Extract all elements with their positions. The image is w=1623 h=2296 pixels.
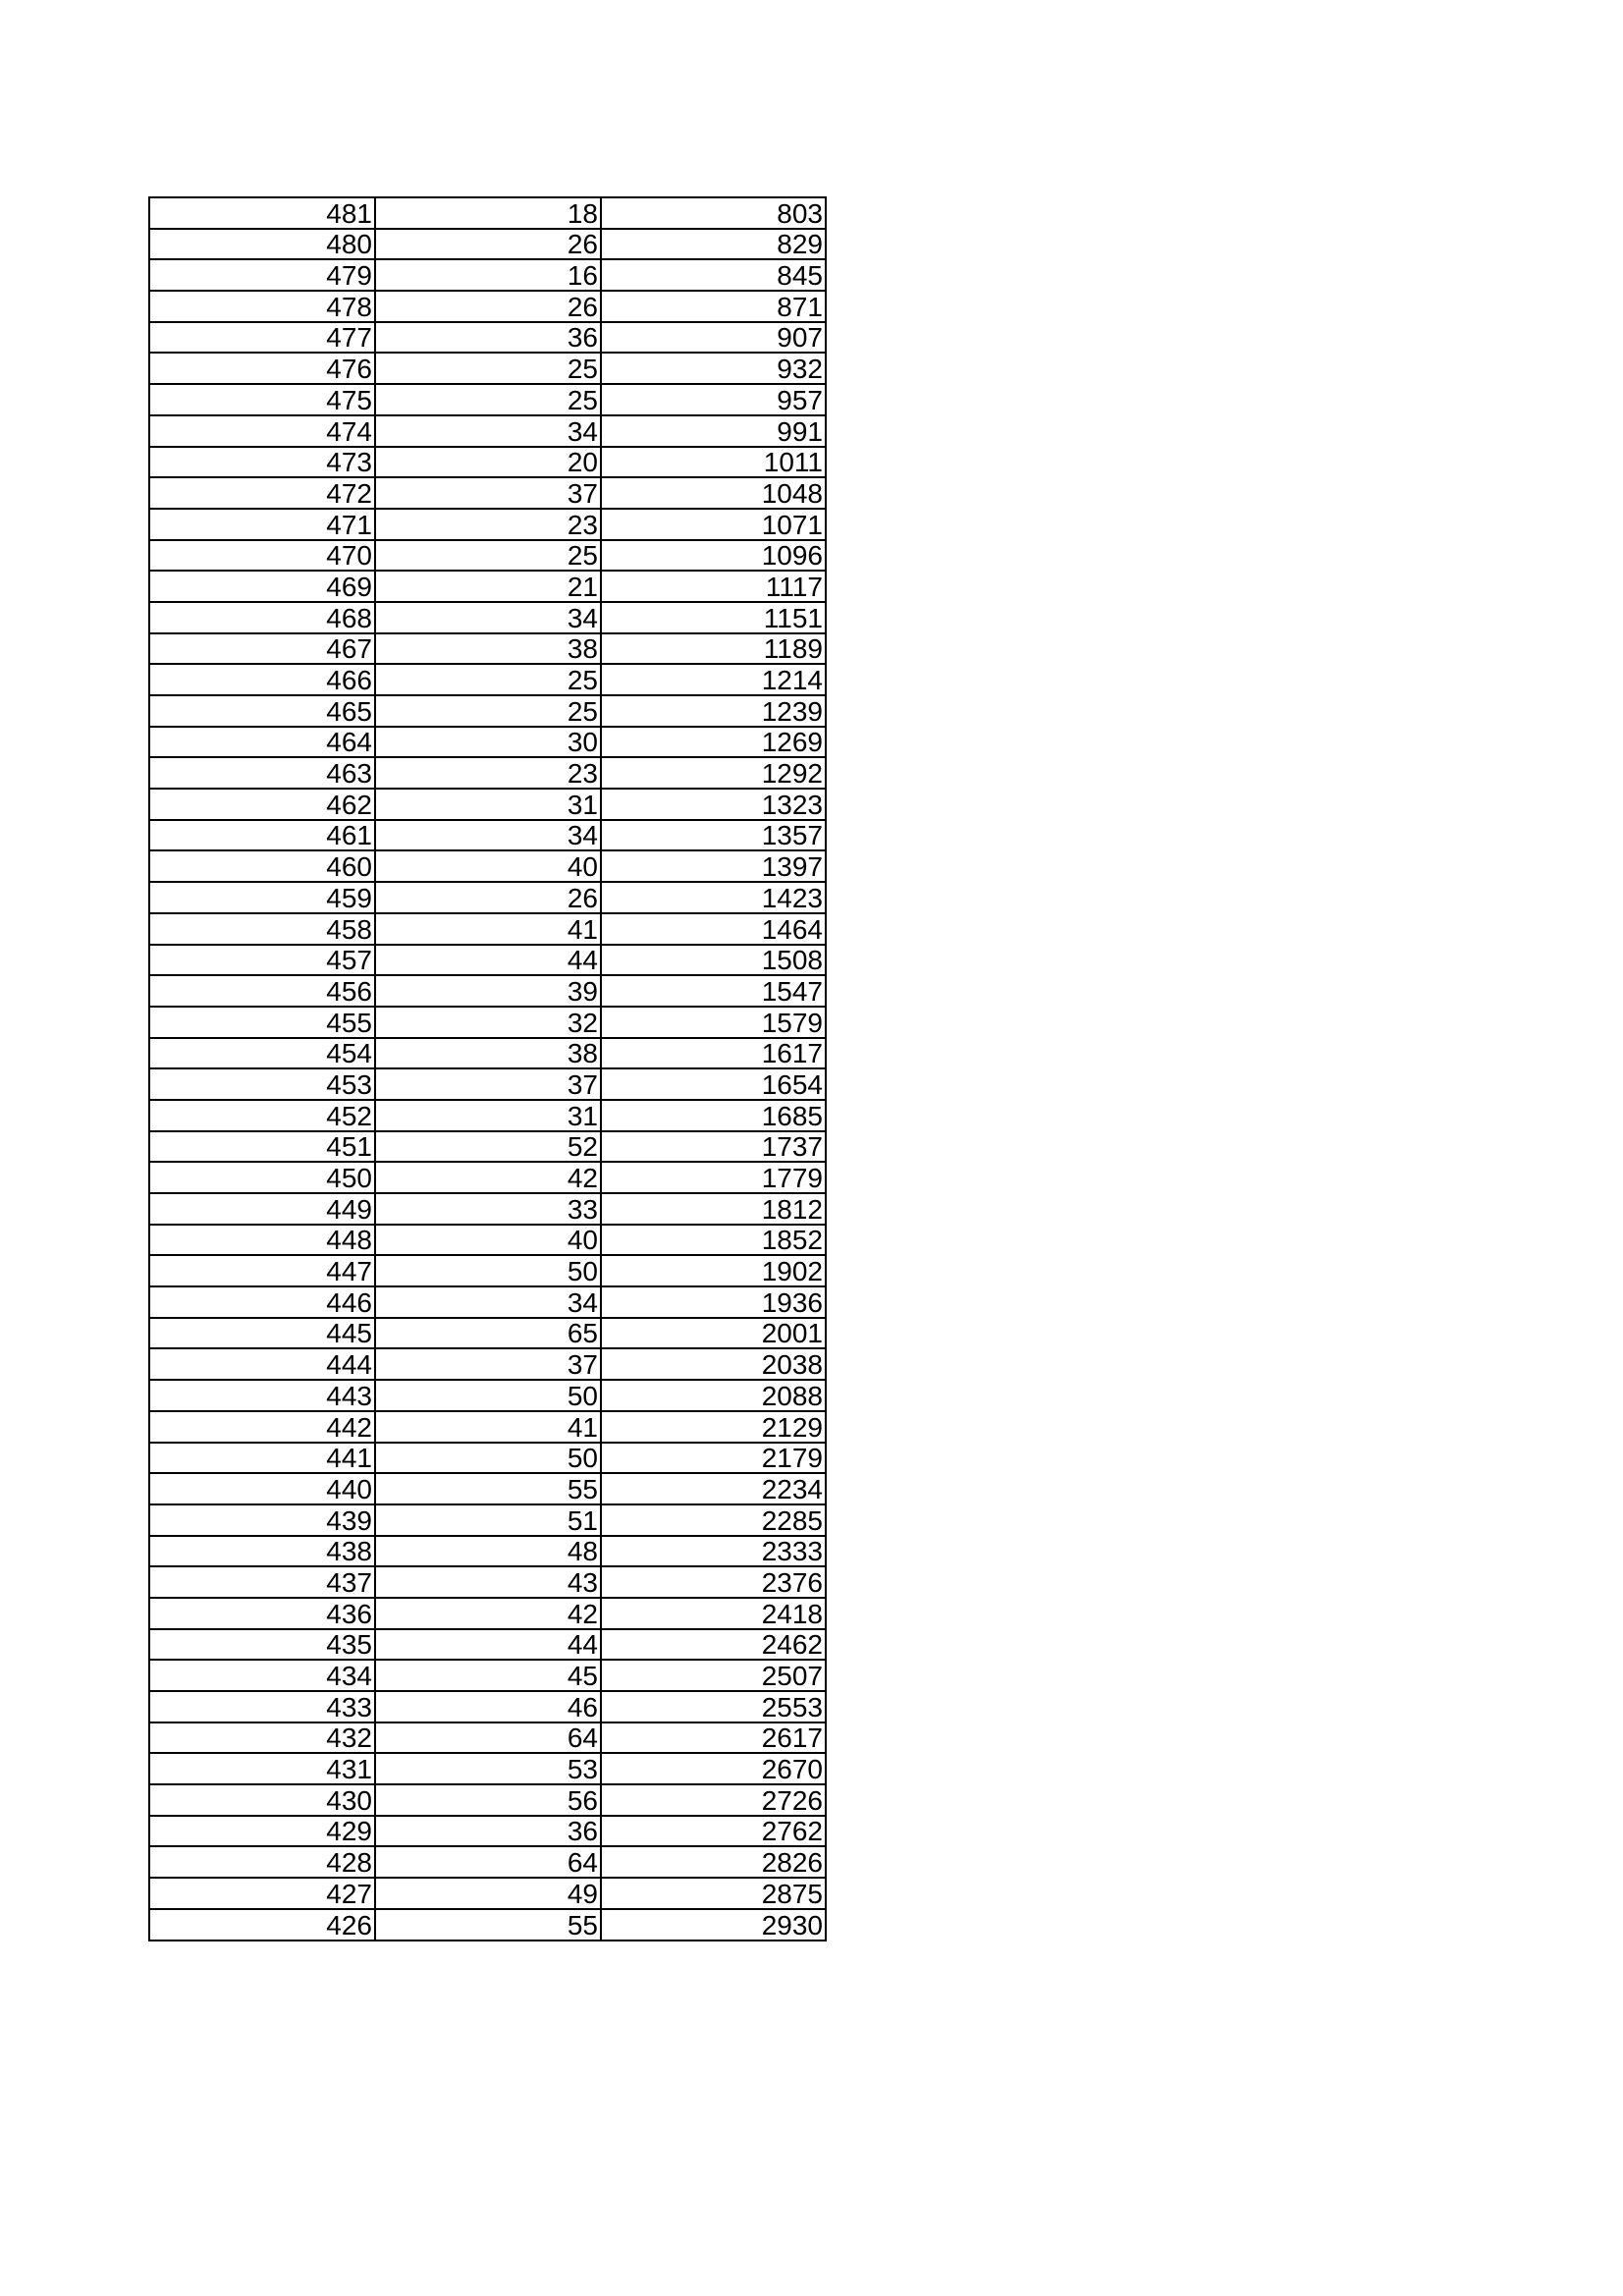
table-cell: 30	[375, 727, 601, 758]
table-row	[149, 1131, 826, 1163]
table-cell: 42	[375, 1598, 601, 1629]
table-cell: 460	[149, 850, 375, 882]
table-cell: 1239	[601, 695, 826, 727]
table-row	[149, 1068, 826, 1100]
table-row	[149, 945, 826, 976]
table-row	[149, 384, 826, 415]
table-cell: 44	[375, 1629, 601, 1661]
table-cell: 49	[375, 1878, 601, 1909]
table-cell: 1685	[601, 1100, 826, 1131]
table-cell: 65	[375, 1318, 601, 1349]
table-cell: 32	[375, 1007, 601, 1038]
table-row	[149, 1722, 826, 1754]
table-row	[149, 197, 826, 229]
table-cell: 447	[149, 1255, 375, 1286]
table-cell: 445	[149, 1318, 375, 1349]
table-cell: 450	[149, 1162, 375, 1193]
table-cell: 461	[149, 820, 375, 851]
table-cell: 433	[149, 1691, 375, 1722]
table-cell: 50	[375, 1380, 601, 1411]
table-cell: 2285	[601, 1504, 826, 1536]
table-cell: 2129	[601, 1411, 826, 1443]
table-cell: 39	[375, 975, 601, 1007]
table-cell: 1737	[601, 1131, 826, 1163]
table-cell: 42	[375, 1162, 601, 1193]
table-cell: 464	[149, 727, 375, 758]
table-cell: 1397	[601, 850, 826, 882]
table-row	[149, 820, 826, 851]
table-cell: 428	[149, 1846, 375, 1878]
table-cell: 2670	[601, 1753, 826, 1784]
table-cell: 50	[375, 1255, 601, 1286]
table-row	[149, 695, 826, 727]
table-cell: 829	[601, 229, 826, 260]
table-row	[149, 1348, 826, 1380]
table-cell: 34	[375, 820, 601, 851]
table-cell: 1011	[601, 447, 826, 478]
table-cell: 34	[375, 602, 601, 633]
table-cell: 458	[149, 913, 375, 945]
table-row	[149, 571, 826, 602]
table-cell: 444	[149, 1348, 375, 1380]
table-cell: 18	[375, 197, 601, 229]
table-cell: 435	[149, 1629, 375, 1661]
table-cell: 427	[149, 1878, 375, 1909]
table-cell: 1936	[601, 1286, 826, 1318]
table-cell: 26	[375, 291, 601, 322]
table-row	[149, 1846, 826, 1878]
table-row	[149, 975, 826, 1007]
table-row	[149, 789, 826, 820]
table-cell: 1117	[601, 571, 826, 602]
table-cell: 36	[375, 322, 601, 354]
table-cell: 1464	[601, 913, 826, 945]
table-cell: 64	[375, 1722, 601, 1754]
table-cell: 432	[149, 1722, 375, 1754]
table-cell: 31	[375, 789, 601, 820]
table-cell: 23	[375, 757, 601, 789]
table-cell: 453	[149, 1068, 375, 1100]
table-cell: 23	[375, 509, 601, 540]
table-row	[149, 540, 826, 572]
table-row	[149, 1566, 826, 1598]
table-row	[149, 291, 826, 322]
table-cell: 429	[149, 1816, 375, 1847]
table-cell: 463	[149, 757, 375, 789]
table-cell: 907	[601, 322, 826, 354]
table-cell: 25	[375, 353, 601, 384]
table-cell: 441	[149, 1443, 375, 1474]
table-cell: 50	[375, 1443, 601, 1474]
table-cell: 473	[149, 447, 375, 478]
table-cell: 452	[149, 1100, 375, 1131]
table-cell: 40	[375, 850, 601, 882]
table-cell: 477	[149, 322, 375, 354]
table-row	[149, 353, 826, 384]
table-cell: 37	[375, 477, 601, 509]
table-row	[149, 1225, 826, 1256]
table-cell: 1579	[601, 1007, 826, 1038]
table-cell: 2462	[601, 1629, 826, 1661]
table-row	[149, 850, 826, 882]
table-row	[149, 1411, 826, 1443]
table-cell: 2376	[601, 1566, 826, 1598]
table-cell: 469	[149, 571, 375, 602]
table-cell: 34	[375, 415, 601, 447]
table-row	[149, 1536, 826, 1567]
table-row	[149, 1193, 826, 1225]
table-cell: 41	[375, 913, 601, 945]
table-cell: 459	[149, 882, 375, 913]
table-row	[149, 447, 826, 478]
table-cell: 55	[375, 1909, 601, 1941]
table-cell: 442	[149, 1411, 375, 1443]
table-cell: 36	[375, 1816, 601, 1847]
table-row	[149, 1162, 826, 1193]
table-cell: 430	[149, 1784, 375, 1816]
table-cell: 957	[601, 384, 826, 415]
table-cell: 448	[149, 1225, 375, 1256]
table-row	[149, 1473, 826, 1504]
table-cell: 25	[375, 664, 601, 695]
table-cell: 871	[601, 291, 826, 322]
table-cell: 56	[375, 1784, 601, 1816]
table-cell: 1508	[601, 945, 826, 976]
table-cell: 2507	[601, 1660, 826, 1691]
table-body	[149, 197, 826, 1941]
table-row	[149, 1629, 826, 1661]
table-cell: 440	[149, 1473, 375, 1504]
table-cell: 465	[149, 695, 375, 727]
table-row	[149, 1660, 826, 1691]
table-cell: 1048	[601, 477, 826, 509]
table-row	[149, 633, 826, 665]
table-cell: 1902	[601, 1255, 826, 1286]
table-cell: 457	[149, 945, 375, 976]
table-cell: 44	[375, 945, 601, 976]
table-cell: 471	[149, 509, 375, 540]
table-cell: 33	[375, 1193, 601, 1225]
table-cell: 443	[149, 1380, 375, 1411]
table-row	[149, 1504, 826, 1536]
table-cell: 1357	[601, 820, 826, 851]
table-cell: 21	[375, 571, 601, 602]
table-cell: 1323	[601, 789, 826, 820]
table-row	[149, 322, 826, 354]
table-row	[149, 1784, 826, 1816]
table-row	[149, 1255, 826, 1286]
table-cell: 803	[601, 197, 826, 229]
table-row	[149, 1753, 826, 1784]
table-cell: 26	[375, 229, 601, 260]
table-cell: 449	[149, 1193, 375, 1225]
table-cell: 38	[375, 1038, 601, 1069]
table-cell: 1292	[601, 757, 826, 789]
table-cell: 479	[149, 259, 375, 291]
table-cell: 1071	[601, 509, 826, 540]
table-row	[149, 602, 826, 633]
table-cell: 456	[149, 975, 375, 1007]
table-cell: 437	[149, 1566, 375, 1598]
table-row	[149, 1380, 826, 1411]
table-cell: 34	[375, 1286, 601, 1318]
table-cell: 2553	[601, 1691, 826, 1722]
table-cell: 1269	[601, 727, 826, 758]
table-row	[149, 1318, 826, 1349]
table-cell: 1096	[601, 540, 826, 572]
table-cell: 467	[149, 633, 375, 665]
table-cell: 2762	[601, 1816, 826, 1847]
table-cell: 454	[149, 1038, 375, 1069]
table-row	[149, 1038, 826, 1069]
table-cell: 1779	[601, 1162, 826, 1193]
table-cell: 2038	[601, 1348, 826, 1380]
table-cell: 31	[375, 1100, 601, 1131]
table-cell: 426	[149, 1909, 375, 1941]
table-cell: 480	[149, 229, 375, 260]
table-cell: 46	[375, 1691, 601, 1722]
table-cell: 38	[375, 633, 601, 665]
table-cell: 2179	[601, 1443, 826, 1474]
table-cell: 2088	[601, 1380, 826, 1411]
table-cell: 2875	[601, 1878, 826, 1909]
table-cell: 51	[375, 1504, 601, 1536]
table-row	[149, 1007, 826, 1038]
table-row	[149, 1909, 826, 1941]
table-cell: 1547	[601, 975, 826, 1007]
table-cell: 1423	[601, 882, 826, 913]
table-cell: 474	[149, 415, 375, 447]
table-cell: 25	[375, 384, 601, 415]
table-cell: 16	[375, 259, 601, 291]
table-row	[149, 1878, 826, 1909]
table-row	[149, 1100, 826, 1131]
table-cell: 55	[375, 1473, 601, 1504]
table-cell: 53	[375, 1753, 601, 1784]
table-cell: 466	[149, 664, 375, 695]
table-cell: 37	[375, 1348, 601, 1380]
table-cell: 431	[149, 1753, 375, 1784]
table-cell: 436	[149, 1598, 375, 1629]
table-cell: 1617	[601, 1038, 826, 1069]
table-cell: 2234	[601, 1473, 826, 1504]
table-cell: 26	[375, 882, 601, 913]
table-cell: 2001	[601, 1318, 826, 1349]
table-row	[149, 757, 826, 789]
table-cell: 52	[375, 1131, 601, 1163]
table-row	[149, 477, 826, 509]
table-cell: 1189	[601, 633, 826, 665]
table-cell: 991	[601, 415, 826, 447]
table-row	[149, 1816, 826, 1847]
table-cell: 472	[149, 477, 375, 509]
table-cell: 478	[149, 291, 375, 322]
table-cell: 20	[375, 447, 601, 478]
table-row	[149, 1443, 826, 1474]
table-row	[149, 1598, 826, 1629]
table-cell: 439	[149, 1504, 375, 1536]
table-row	[149, 727, 826, 758]
table-cell: 40	[375, 1225, 601, 1256]
table-cell: 438	[149, 1536, 375, 1567]
table-cell: 25	[375, 695, 601, 727]
table-cell: 41	[375, 1411, 601, 1443]
table-row	[149, 259, 826, 291]
table-cell: 434	[149, 1660, 375, 1691]
table-cell: 1151	[601, 602, 826, 633]
table-row	[149, 913, 826, 945]
table-row	[149, 509, 826, 540]
data-table	[148, 196, 827, 1941]
table-cell: 45	[375, 1660, 601, 1691]
table-cell: 2418	[601, 1598, 826, 1629]
table-cell: 468	[149, 602, 375, 633]
table-cell: 455	[149, 1007, 375, 1038]
table-cell: 43	[375, 1566, 601, 1598]
table-cell: 2930	[601, 1909, 826, 1941]
table-cell: 1852	[601, 1225, 826, 1256]
table-row	[149, 1691, 826, 1722]
table-cell: 1812	[601, 1193, 826, 1225]
table-cell: 2826	[601, 1846, 826, 1878]
table-cell: 470	[149, 540, 375, 572]
table-cell: 1214	[601, 664, 826, 695]
table-row	[149, 229, 826, 260]
table-cell: 1654	[601, 1068, 826, 1100]
table-row	[149, 882, 826, 913]
table-cell: 2726	[601, 1784, 826, 1816]
table-cell: 932	[601, 353, 826, 384]
table-row	[149, 664, 826, 695]
table-cell: 476	[149, 353, 375, 384]
table-cell: 451	[149, 1131, 375, 1163]
table-cell: 481	[149, 197, 375, 229]
table-cell: 2617	[601, 1722, 826, 1754]
table-cell: 37	[375, 1068, 601, 1100]
table-cell: 446	[149, 1286, 375, 1318]
table-cell: 2333	[601, 1536, 826, 1567]
table-row	[149, 1286, 826, 1318]
table-cell: 845	[601, 259, 826, 291]
table-cell: 48	[375, 1536, 601, 1567]
table-cell: 475	[149, 384, 375, 415]
table-cell: 462	[149, 789, 375, 820]
table-cell: 64	[375, 1846, 601, 1878]
table-row	[149, 415, 826, 447]
table-cell: 25	[375, 540, 601, 572]
